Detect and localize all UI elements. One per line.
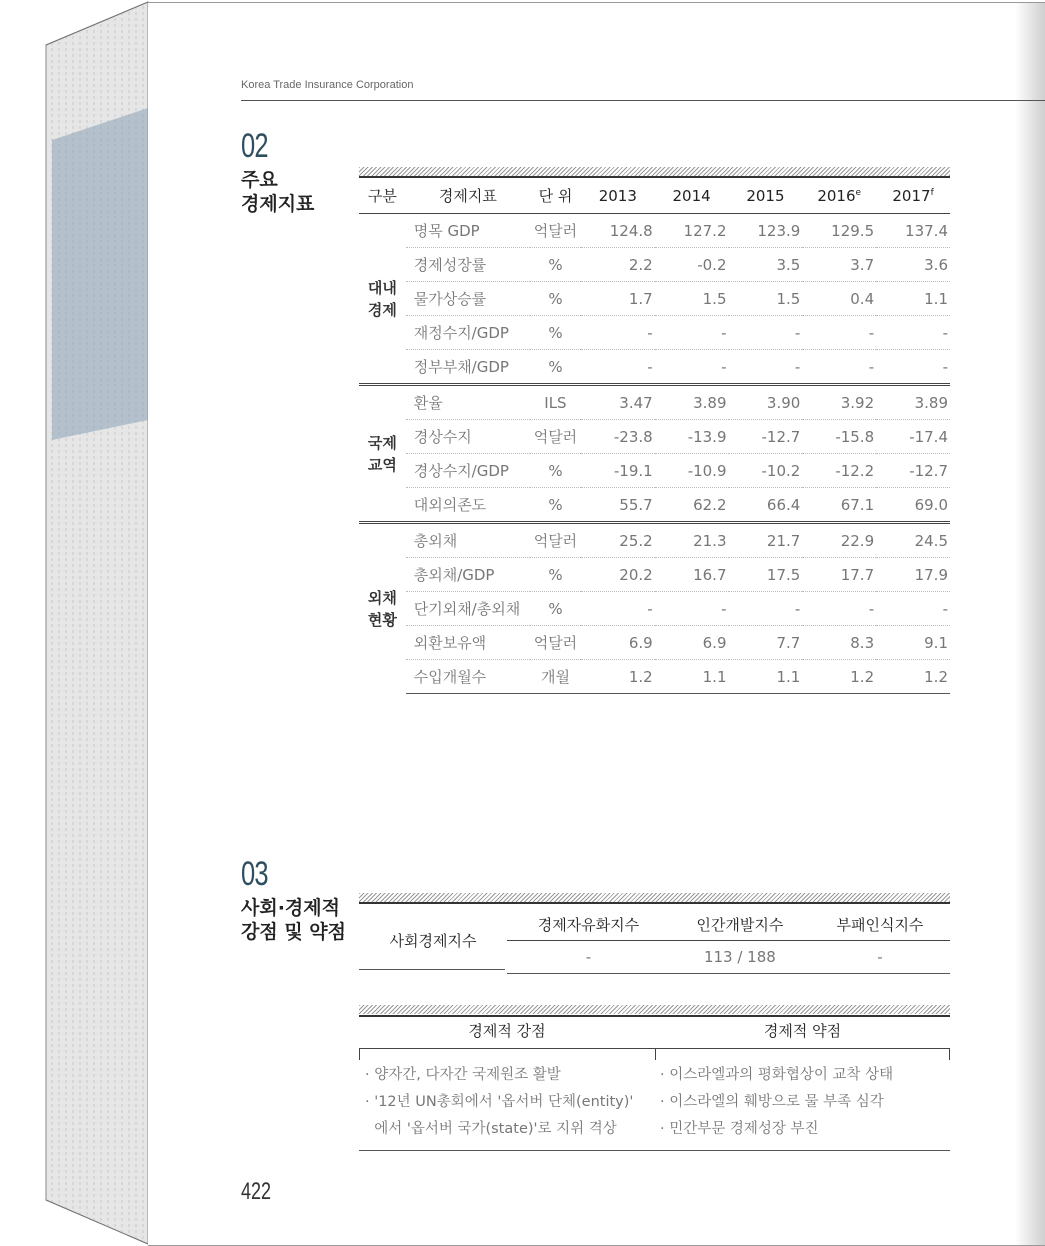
list-item: · 이스라엘의 훼방으로 물 부족 심각 — [660, 1094, 884, 1110]
list-item: · 민간부문 경제성장 부진 — [660, 1121, 819, 1137]
table-row — [359, 316, 950, 350]
indicator-value: -10.9 — [655, 454, 729, 488]
indicator-value: 9.1 — [876, 626, 950, 660]
indicator-value: 62.2 — [655, 488, 729, 523]
strengths-list — [365, 1062, 651, 1143]
indicator-value: - — [655, 592, 729, 626]
col-header: 부패인식지수 — [810, 908, 950, 941]
page-edge-shadow — [1015, 3, 1045, 1245]
section-number: 02 — [241, 127, 268, 165]
book-spine-decoration — [0, 0, 150, 1246]
indicator-value: - — [581, 592, 655, 626]
indicator-value: - — [655, 350, 729, 385]
indicator-value: 1.2 — [876, 660, 950, 694]
indicator-value: 7.7 — [729, 626, 803, 660]
indicator-value: 123.9 — [729, 214, 803, 248]
indicator-name: 경제성장률 — [406, 248, 530, 282]
indicator-value: 17.5 — [729, 558, 803, 592]
indicator-value: 127.2 — [655, 214, 729, 248]
indicator-value: - — [802, 350, 876, 385]
indicator-value: -12.7 — [876, 454, 950, 488]
table-cell: 113 / 188 — [670, 941, 810, 974]
indicator-name: 단기외채/총외채 — [406, 592, 530, 626]
indicator-name: 총외채 — [406, 523, 530, 558]
col-header: 인간개발지수 — [670, 908, 810, 941]
indicator-value: 1.5 — [655, 282, 729, 316]
table-row — [359, 660, 950, 694]
indicator-unit: 억달러 — [530, 523, 581, 558]
group-label: 외채 현황 — [359, 523, 406, 694]
indicator-value: -23.8 — [581, 420, 655, 454]
table-top-hatch — [359, 167, 950, 178]
indicator-unit: % — [530, 592, 581, 626]
indicator-value: 69.0 — [876, 488, 950, 523]
indicator-value: - — [655, 316, 729, 350]
indicator-value: 8.3 — [802, 626, 876, 660]
indicator-name: 물가상승률 — [406, 282, 530, 316]
col-header: 2016e — [802, 178, 876, 214]
weaknesses-list — [660, 1062, 946, 1143]
indicator-value: 1.2 — [802, 660, 876, 694]
indicator-name: 대외의존도 — [406, 488, 530, 523]
indicator-value: -13.9 — [655, 420, 729, 454]
indicator-unit: % — [530, 248, 581, 282]
indicator-unit: ILS — [530, 385, 581, 420]
indicator-value: 1.7 — [581, 282, 655, 316]
indicator-name: 환율 — [406, 385, 530, 420]
section-number: 03 — [241, 855, 268, 893]
table-row — [359, 248, 950, 282]
indicator-value: - — [581, 350, 655, 385]
indicator-value: 0.4 — [802, 282, 876, 316]
table-top-hatch — [359, 893, 950, 904]
indicator-value: 3.90 — [729, 385, 803, 420]
indicator-value: 16.7 — [655, 558, 729, 592]
strengths-heading: 경제적 강점 — [468, 1022, 546, 1040]
table-row — [359, 420, 950, 454]
indicator-value: 2.2 — [581, 248, 655, 282]
indicator-value: 66.4 — [729, 488, 803, 523]
indicator-value: 21.7 — [729, 523, 803, 558]
table-row — [359, 282, 950, 316]
indicator-value: 17.7 — [802, 558, 876, 592]
indicator-value: 20.2 — [581, 558, 655, 592]
indicator-value: -12.7 — [729, 420, 803, 454]
indicator-value: 17.9 — [876, 558, 950, 592]
row-label: 사회경제지수 — [389, 932, 477, 951]
col-header: 경제지표 — [406, 178, 530, 214]
col-header: 2013 — [581, 178, 655, 214]
indicator-value: 6.9 — [655, 626, 729, 660]
table-row — [359, 350, 950, 385]
table-rule — [359, 1015, 950, 1017]
col-header: 2014 — [655, 178, 729, 214]
indicator-name: 경상수지/GDP — [406, 454, 530, 488]
indicator-value: 129.5 — [802, 214, 876, 248]
table-cell: - — [507, 941, 670, 974]
indicator-value: 22.9 — [802, 523, 876, 558]
indicator-value: 24.5 — [876, 523, 950, 558]
indicator-unit: % — [530, 454, 581, 488]
table-row — [359, 454, 950, 488]
indicator-value: 137.4 — [876, 214, 950, 248]
indicator-value: 1.5 — [729, 282, 803, 316]
indicator-unit: % — [530, 350, 581, 385]
section-title: 주요 경제지표 — [241, 169, 315, 215]
col-header: 단 위 — [530, 178, 581, 214]
indicator-unit: 억달러 — [530, 214, 581, 248]
indicator-value: 3.47 — [581, 385, 655, 420]
bracket-mark — [655, 1048, 656, 1060]
indicator-value: 6.9 — [581, 626, 655, 660]
indicator-value: - — [729, 316, 803, 350]
indicator-value: - — [876, 350, 950, 385]
indicator-value: 3.5 — [729, 248, 803, 282]
table-row — [359, 214, 950, 248]
list-item: · 이스라엘과의 평화협상이 교착 상태 — [660, 1067, 894, 1083]
indicator-name: 수입개월수 — [406, 660, 530, 694]
social-economic-index-table — [359, 908, 950, 974]
indicator-unit: 개월 — [530, 660, 581, 694]
indicator-name: 재정수지/GDP — [406, 316, 530, 350]
indicator-value: -15.8 — [802, 420, 876, 454]
table-cell: - — [810, 941, 950, 974]
table-header-row — [359, 178, 950, 214]
indicator-unit: % — [530, 282, 581, 316]
header-rule — [241, 100, 1045, 101]
indicator-value: -12.2 — [802, 454, 876, 488]
indicator-value: 21.3 — [655, 523, 729, 558]
indicator-value: - — [876, 592, 950, 626]
indicator-unit: % — [530, 558, 581, 592]
table-row — [359, 558, 950, 592]
table-row — [359, 523, 950, 558]
table-row — [359, 592, 950, 626]
indicator-name: 경상수지 — [406, 420, 530, 454]
indicator-value: -17.4 — [876, 420, 950, 454]
indicator-value: - — [581, 316, 655, 350]
indicator-value: -0.2 — [655, 248, 729, 282]
indicator-value: 3.7 — [802, 248, 876, 282]
indicator-value: - — [729, 350, 803, 385]
indicator-value: - — [802, 592, 876, 626]
indicator-value: 1.2 — [581, 660, 655, 694]
list-item: 에서 '옵서버 국가(state)'로 지위 격상 — [365, 1121, 617, 1137]
indicator-value: 124.8 — [581, 214, 655, 248]
indicator-name: 정부부채/GDP — [406, 350, 530, 385]
list-item: · '12년 UN총회에서 '옵서버 단체(entity)' — [365, 1094, 634, 1110]
indicator-name: 외환보유액 — [406, 626, 530, 660]
indicator-name: 총외채/GDP — [406, 558, 530, 592]
bracket-mark — [359, 1048, 360, 1060]
table-row — [359, 488, 950, 523]
indicator-value: 25.2 — [581, 523, 655, 558]
indicator-unit: % — [530, 316, 581, 350]
document-page — [148, 2, 1045, 1246]
indicator-value: - — [802, 316, 876, 350]
col-header: 경제자유화지수 — [507, 908, 670, 941]
indicator-value: 1.1 — [876, 282, 950, 316]
indicator-value: 3.89 — [876, 385, 950, 420]
indicator-unit: 억달러 — [530, 420, 581, 454]
table-row — [359, 385, 950, 420]
table-rule — [359, 1150, 950, 1151]
table-top-hatch — [359, 1005, 950, 1014]
table-rule — [359, 969, 505, 970]
bracket-mark — [949, 1048, 950, 1060]
indicator-unit: % — [530, 488, 581, 523]
indicator-value: -10.2 — [729, 454, 803, 488]
weaknesses-heading: 경제적 약점 — [763, 1022, 842, 1040]
indicator-value: - — [876, 316, 950, 350]
indicator-value: 3.6 — [876, 248, 950, 282]
col-header: 구분 — [359, 178, 406, 214]
economic-indicators-table — [359, 178, 950, 694]
indicator-value: -19.1 — [581, 454, 655, 488]
indicator-name: 명목 GDP — [406, 214, 530, 248]
indicator-value: 55.7 — [581, 488, 655, 523]
indicator-unit: 억달러 — [530, 626, 581, 660]
indicator-value: 3.89 — [655, 385, 729, 420]
running-header: Korea Trade Insurance Corporation — [241, 79, 414, 91]
indicator-value: - — [729, 592, 803, 626]
indicator-value: 1.1 — [729, 660, 803, 694]
page-number: 422 — [241, 1178, 272, 1205]
indicator-value: 1.1 — [655, 660, 729, 694]
group-label: 국제 교역 — [359, 385, 406, 523]
section-title: 사회·경제적 강점 및 약점 — [241, 897, 346, 943]
indicator-value: 3.92 — [802, 385, 876, 420]
list-item: · 양자간, 다자간 국제원조 활발 — [365, 1067, 561, 1083]
col-header: 2017$^f$ — [876, 178, 950, 214]
col-header: 2015 — [729, 178, 803, 214]
group-label: 대내 경제 — [367, 278, 397, 319]
table-row — [359, 626, 950, 660]
indicator-value: 67.1 — [802, 488, 876, 523]
